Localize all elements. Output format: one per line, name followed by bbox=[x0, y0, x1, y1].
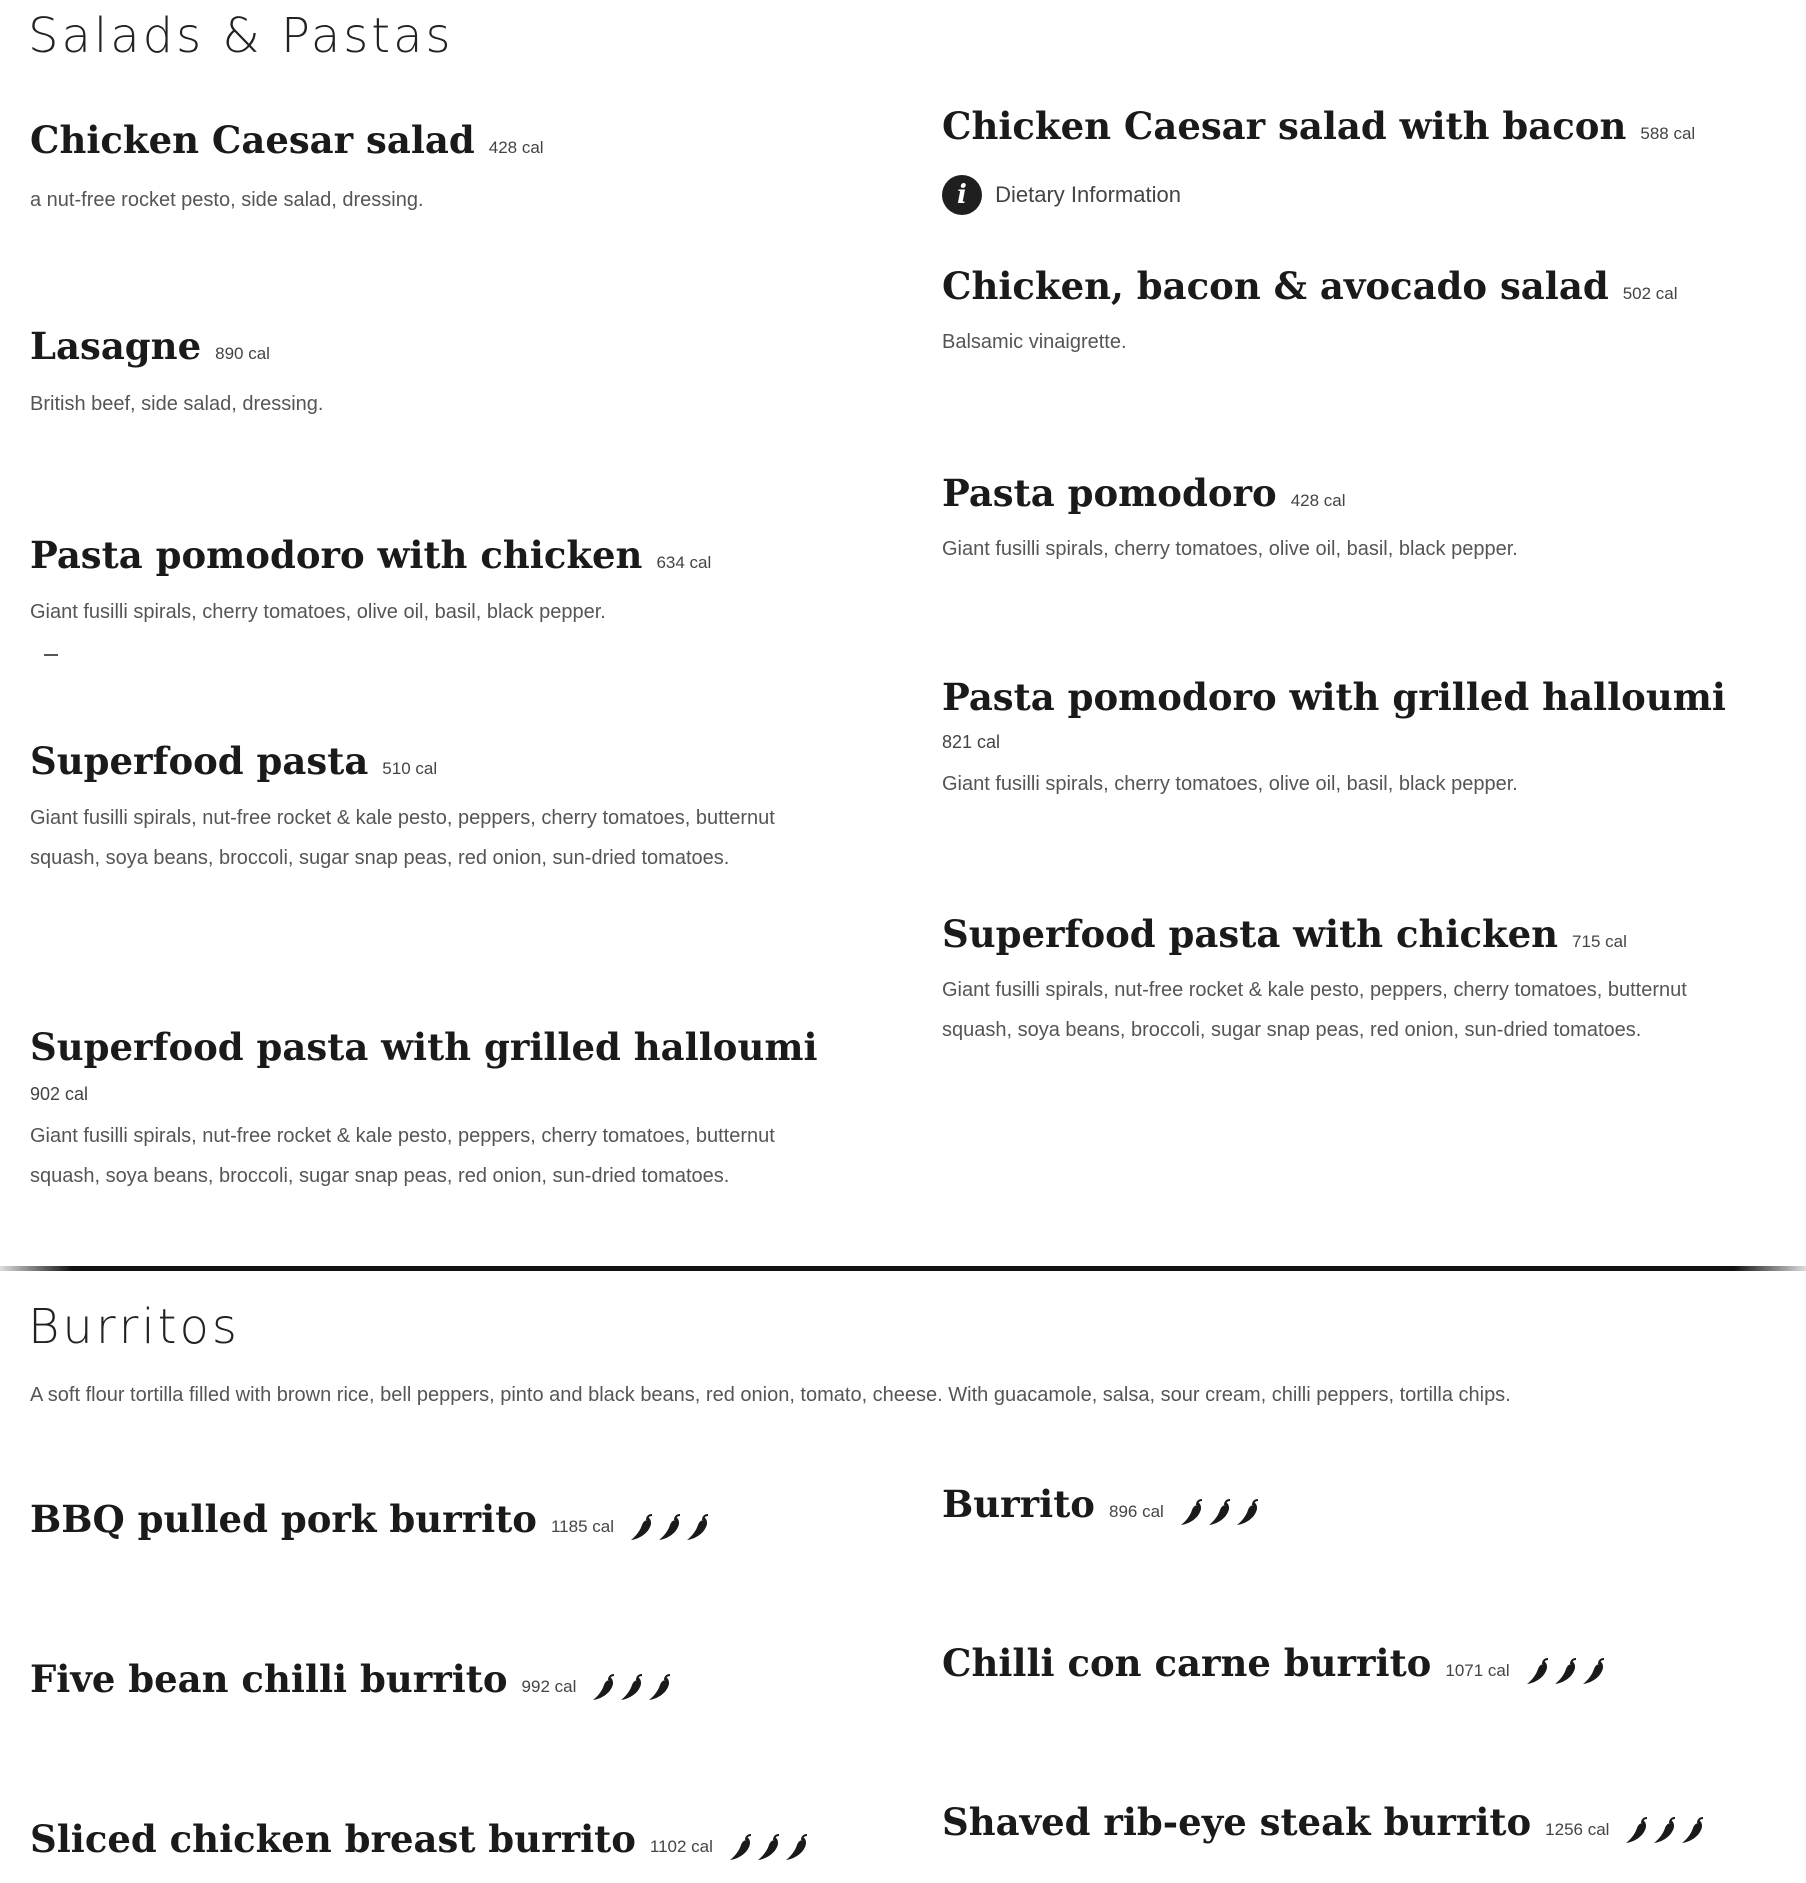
chilli-pepper-icon bbox=[656, 1514, 682, 1542]
heat-rating bbox=[727, 1834, 811, 1862]
item-description: Balsamic vinaigrette. bbox=[942, 331, 1127, 353]
menu-item bbox=[30, 739, 437, 783]
menu-item bbox=[942, 1482, 1262, 1527]
item-calories: 1071 cal bbox=[1445, 1661, 1510, 1680]
item-name: Lasagne bbox=[30, 324, 202, 368]
info-icon[interactable]: i bbox=[942, 175, 982, 215]
item-description: Giant fusilli spirals, cherry tomatoes, olive oil, basil, black pepper. bbox=[942, 773, 1518, 795]
item-name: Superfood pasta with chicken bbox=[942, 912, 1559, 956]
item-description: Giant fusilli spirals, cherry tomatoes, olive oil, basil, black pepper. bbox=[942, 538, 1518, 560]
menu-item bbox=[30, 118, 544, 162]
item-description: Giant fusilli spirals, nut-free rocket & kale pesto, peppers, cherry tomatoes, butternut squash, soya beans, broccoli, sugar snap peas, red onion, sun-dried tomatoes. bbox=[942, 979, 1687, 1041]
section-intro: A soft flour tortilla filled with brown rice, bell peppers, pinto and black beans, red onion, tomato, cheese. With guacamole, salsa, sour cream, chilli peppers, tortilla chips. bbox=[30, 1384, 1511, 1406]
menu-item bbox=[942, 471, 1346, 515]
item-calories: 992 cal bbox=[521, 1677, 577, 1696]
chilli-pepper-icon bbox=[590, 1674, 616, 1702]
item-calories: 634 cal bbox=[656, 553, 712, 572]
chilli-pepper-icon bbox=[1580, 1658, 1606, 1686]
menu-item bbox=[942, 1641, 1608, 1686]
menu-item bbox=[942, 104, 1695, 148]
chilli-pepper-icon bbox=[1206, 1499, 1232, 1527]
item-calories: 510 cal bbox=[382, 759, 438, 778]
item-name: Pasta pomodoro bbox=[942, 471, 1277, 515]
item-name: Five bean chilli burrito bbox=[30, 1657, 508, 1701]
chilli-pepper-icon bbox=[618, 1674, 644, 1702]
dietary-info-link[interactable] bbox=[942, 175, 1181, 215]
item-calories: 890 cal bbox=[215, 344, 270, 363]
item-name: Burrito bbox=[942, 1482, 1095, 1526]
heat-rating bbox=[590, 1674, 674, 1702]
item-calories: 1102 cal bbox=[649, 1837, 713, 1856]
item-calories: 1185 cal bbox=[550, 1517, 614, 1536]
item-name: Superfood pasta bbox=[30, 739, 369, 783]
item-name: Pasta pomodoro with grilled halloumi bbox=[942, 675, 1726, 719]
menu-item bbox=[942, 1800, 1707, 1845]
chilli-pepper-icon bbox=[1234, 1499, 1260, 1527]
item-name: Pasta pomodoro with chicken bbox=[30, 533, 643, 577]
chilli-pepper-icon bbox=[1552, 1658, 1578, 1686]
section-title-salads: Salads & Pastas bbox=[28, 8, 454, 64]
item-description: Giant fusilli spirals, cherry tomatoes, olive oil, basil, black pepper. bbox=[30, 601, 606, 623]
item-calories: 502 cal bbox=[1622, 284, 1678, 303]
section-title-burritos: Burritos bbox=[28, 1299, 240, 1355]
heat-rating bbox=[628, 1514, 712, 1542]
item-name: Superfood pasta with grilled halloumi bbox=[30, 1025, 818, 1069]
item-name: Chicken Caesar salad with bacon bbox=[942, 104, 1627, 148]
chilli-pepper-icon bbox=[684, 1514, 710, 1542]
item-description: Giant fusilli spirals, nut-free rocket & kale pesto, peppers, cherry tomatoes, butternut squash, soya beans, broccoli, sugar snap peas, red onion, sun-dried tomatoes. bbox=[30, 807, 775, 869]
chilli-pepper-icon bbox=[1178, 1499, 1204, 1527]
item-description: British beef, side salad, dressing. bbox=[30, 393, 324, 415]
chilli-pepper-icon bbox=[1623, 1817, 1649, 1845]
heat-rating bbox=[1178, 1499, 1262, 1527]
item-calories: 1256 cal bbox=[1545, 1820, 1610, 1839]
menu-item bbox=[30, 1497, 712, 1542]
menu-item bbox=[30, 533, 711, 577]
chilli-pepper-icon bbox=[1524, 1658, 1550, 1686]
heat-rating bbox=[1524, 1658, 1608, 1686]
item-calories: 821 cal bbox=[942, 732, 1001, 752]
item-calories: 428 cal bbox=[488, 138, 544, 157]
chilli-pepper-icon bbox=[727, 1834, 753, 1862]
item-calories: 902 cal bbox=[30, 1084, 89, 1104]
menu-item bbox=[30, 1025, 818, 1069]
item-calories: 428 cal bbox=[1290, 491, 1346, 510]
item-name: Chilli con carne burrito bbox=[942, 1641, 1432, 1685]
menu-item bbox=[30, 1657, 674, 1702]
menu-item bbox=[942, 675, 1726, 719]
menu-item bbox=[942, 912, 1627, 956]
item-calories: 588 cal bbox=[1640, 124, 1696, 143]
menu-item bbox=[942, 264, 1678, 308]
section-divider bbox=[0, 1266, 1806, 1271]
chilli-pepper-icon bbox=[646, 1674, 672, 1702]
divider-dash bbox=[44, 654, 58, 656]
item-name: Sliced chicken breast burrito bbox=[30, 1817, 636, 1861]
dietary-info-label[interactable]: Dietary Information bbox=[995, 182, 1181, 207]
chilli-pepper-icon bbox=[755, 1834, 781, 1862]
chilli-pepper-icon bbox=[628, 1514, 654, 1542]
item-description: Giant fusilli spirals, nut-free rocket & kale pesto, peppers, cherry tomatoes, butternut squash, soya beans, broccoli, sugar snap peas, red onion, sun-dried tomatoes. bbox=[30, 1125, 775, 1187]
menu-item bbox=[30, 324, 270, 368]
item-name: BBQ pulled pork burrito bbox=[30, 1497, 537, 1541]
heat-rating bbox=[1623, 1817, 1707, 1845]
chilli-pepper-icon bbox=[1679, 1817, 1705, 1845]
chilli-pepper-icon bbox=[1651, 1817, 1677, 1845]
item-calories: 715 cal bbox=[1572, 932, 1627, 951]
item-description: a nut-free rocket pesto, side salad, dressing. bbox=[30, 189, 424, 211]
item-calories: 896 cal bbox=[1109, 1502, 1164, 1521]
chilli-pepper-icon bbox=[783, 1834, 809, 1862]
menu-item bbox=[30, 1817, 811, 1862]
item-name: Chicken Caesar salad bbox=[30, 118, 475, 162]
item-name: Shaved rib-eye steak burrito bbox=[942, 1800, 1532, 1844]
item-name: Chicken, bacon & avocado salad bbox=[942, 264, 1609, 308]
